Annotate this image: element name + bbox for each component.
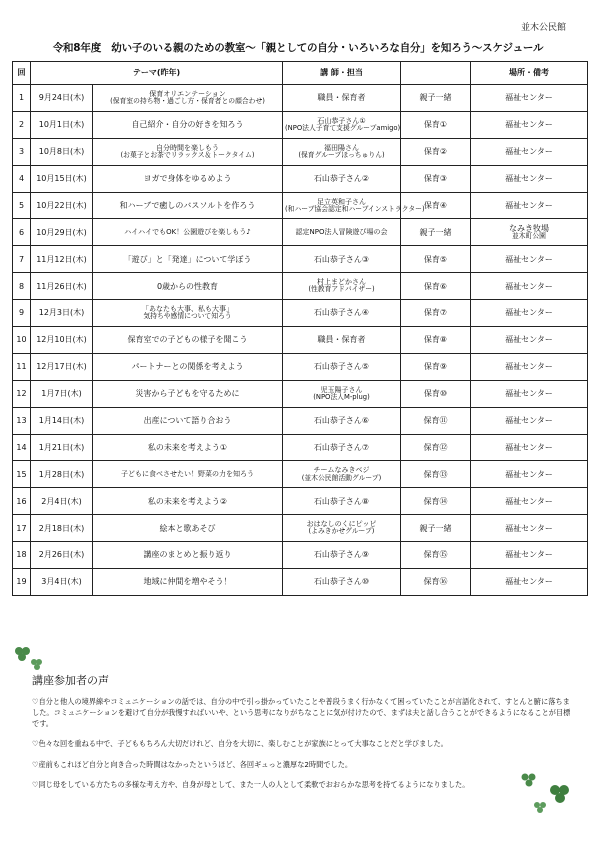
row-number-text: 12 [16,389,27,399]
row-place [471,300,588,327]
row-instructor-subtext: (保育グループほっちゅりん) [298,150,385,159]
row-theme-text: 地域に仲間を増やそう！ [143,577,232,587]
row-number [13,488,31,515]
row-theme [93,300,283,327]
row-theme-text: 子どもに食べさせたい！野菜の力を知ろう [121,470,254,479]
table-row [13,138,588,165]
row-care-text: 保育⑤ [423,254,448,264]
row-theme-text: 私の未来を考えよう① [147,442,228,452]
table-row [13,327,588,354]
row-instructor [283,380,401,407]
row-theme [93,434,283,461]
row-number-text: 13 [16,416,27,426]
row-place [471,165,588,192]
row-theme [93,380,283,407]
row-date-text: 10月22日(木) [36,200,87,210]
row-date-text: 11月12日(木) [36,254,87,264]
row-instructor-subtext: (よみきかせグループ) [308,527,375,536]
row-care-text: 親子一緒 [419,93,452,103]
row-number-text: 7 [18,254,25,264]
row-care-text: 保育⑨ [423,362,448,372]
row-instructor-text: 福田陽さん [324,143,359,152]
row-instructor-text: チームなみきベジ [313,466,370,475]
row-number-text: 4 [18,174,25,184]
row-place [471,488,588,515]
row-care-text: 保育⑩ [423,389,448,399]
row-care-text: 保育⑦ [423,308,448,318]
row-theme-text: パートナーとの関係を考えよう [131,362,244,372]
row-care-text: 親子一緒 [419,523,452,533]
row-number [13,219,31,246]
row-place [471,515,588,542]
row-care-text: 保育① [423,120,448,130]
clover-leaf-icon [30,658,44,672]
row-place [471,327,588,354]
row-instructor [283,192,425,219]
row-theme-text: 自己紹介・自分の好きを知ろう [131,120,244,130]
row-care-text: 保育⑥ [423,281,448,291]
voices-list [32,696,572,799]
row-instructor-text: 足立英和子さん [317,197,366,206]
voices-title: 講座参加者の声 [32,674,109,687]
row-place-text: 福祉センター [505,469,553,479]
row-date [31,353,93,380]
row-theme-text: 0歳からの性教育 [156,281,219,291]
row-date [31,380,93,407]
row-instructor-text: 石山恭子さん③ [313,254,370,264]
row-date-text: 10月29日(木) [36,227,87,237]
row-instructor [283,353,401,380]
row-theme-subtext: (保育室の持ち物・過ごし方・保育者との顔合わせ) [110,97,265,106]
row-number [13,300,31,327]
row-care [401,461,471,488]
row-number [13,327,31,354]
row-place [471,380,588,407]
row-date-text: 11月26日(木) [36,281,87,291]
row-instructor [283,488,401,515]
row-place-text: 福祉センター [505,308,553,318]
row-care [401,569,471,596]
row-number-text: 17 [16,523,27,533]
row-number [13,515,31,542]
row-care [401,542,471,569]
row-theme-subtext: 気持ちや感情について知ろう [143,312,232,321]
page-title: 令和8年度 幼い子のいる親のための教室～「親としての自分・いろいろな自分」を知ろう～スケジュール [52,42,544,54]
row-theme-text: 自分時間を楽しもう [156,143,219,152]
voice-item: ♡自分と他人の境界線やコミュニケーションの話では、自分の中で引っ掛かっていたことや普段うまく行かなくて困っていたことが言語化されて、すとんと腑に落ちました。コミュニケーションを避けて自分が我慢すればいいや、という思考になりがちなことに気が付けたので、まずは夫と話し合うことができるようになることが目標です。 [32,697,571,729]
row-care [401,380,471,407]
row-instructor [283,85,401,112]
voice-item: ♡色々な回を重ねる中で、子どももちろん大切だけれど、自分を大切に、楽しむことが家族にとって大事なことだと学びました。 [32,739,448,749]
row-care [401,246,471,273]
row-theme-text: 保育室での子どもの様子を聞こう [127,335,248,345]
row-care-text: 保育③ [423,174,448,184]
row-care [401,353,471,380]
row-theme-text: 出産について語り合おう [143,416,232,426]
row-place [471,353,588,380]
row-care [401,488,471,515]
row-theme-text: 講座のまとめと振り返り [143,550,232,560]
row-instructor [283,434,401,461]
row-number-text: 2 [18,120,25,130]
row-date [31,246,93,273]
row-care [401,219,471,246]
row-date-text: 3月4日(木) [41,577,82,587]
row-care [401,165,471,192]
row-place [471,246,588,273]
row-date [31,461,93,488]
row-number [13,461,31,488]
row-place-text: 福祉センター [505,120,553,130]
table-row [13,407,588,434]
row-date-text: 2月18日(木) [38,523,85,533]
row-instructor [283,327,401,354]
row-theme-text: 「遊び」と「発達」について学ぼう [123,254,252,264]
row-place [471,542,588,569]
row-theme-text: ハイハイでもOK！公園遊びを楽しもう♪ [124,228,251,237]
row-instructor-text: 職員・保育者 [317,335,366,345]
schedule-table [12,61,588,596]
row-instructor-subtext: (和ハーブ協会認定和ハーブインストラクター) [285,204,425,213]
row-date-text: 10月15日(木) [36,174,87,184]
row-number-text: 18 [16,550,27,560]
table-row [13,434,588,461]
row-care [401,434,471,461]
row-date-text: 1月28日(木) [38,469,85,479]
row-date-text: 9月24日(木) [38,93,85,103]
row-date [31,542,93,569]
row-number [13,111,31,138]
row-number-text: 9 [18,308,25,318]
row-place [471,85,588,112]
row-date [31,85,93,112]
row-date-text: 2月26日(木) [38,550,85,560]
row-date [31,111,93,138]
row-care-text: 保育⑧ [423,335,448,345]
row-number [13,380,31,407]
row-date-text: 1月21日(木) [38,442,85,452]
row-place [471,273,588,300]
row-place-text: 福祉センター [505,523,553,533]
row-care [401,273,471,300]
header-care [401,62,471,85]
row-place [471,407,588,434]
voice-item: ♡産前もこれほど自分と向き合った時間はなかったというほど、各回ギュっと濃厚な2時間でした。 [32,759,353,769]
row-instructor-text: 石山恭子さん⑦ [313,442,370,452]
row-instructor [283,515,401,542]
row-date [31,192,93,219]
clover-leaf-icon [532,800,548,816]
header-place: 場所・備考 [471,62,588,85]
row-number-text: 8 [18,281,25,291]
row-theme-text: 絵本と歌あそび [159,523,216,533]
row-theme [93,542,283,569]
row-place-subtext: 並木町公園 [512,232,546,241]
row-theme [93,353,283,380]
header-theme: テーマ(昨年) [31,62,283,85]
row-place [471,192,588,219]
row-place [471,219,588,246]
table-row [13,461,588,488]
row-date [31,488,93,515]
row-instructor [283,542,401,569]
row-number [13,138,31,165]
row-care-text: 親子一緒 [419,227,452,237]
header-instructor: 講 師・担当 [283,62,401,85]
table-row [13,488,588,515]
row-number [13,273,31,300]
row-number-text: 10 [16,335,27,345]
row-theme [93,138,283,165]
row-instructor-text: 石山恭子さん⑩ [313,577,370,587]
row-theme-text: 私の未来を考えよう② [147,496,228,506]
table-header-row [13,62,588,85]
row-place-text: 福祉センター [505,496,553,506]
row-theme [93,461,283,488]
row-place-text: 福祉センター [505,389,553,399]
row-instructor [283,138,401,165]
row-number-text: 15 [16,469,27,479]
row-place [471,111,588,138]
row-instructor [283,111,401,138]
row-theme [93,488,283,515]
row-place-text: なみき牧場 [509,223,549,233]
row-care-text: 保育④ [423,200,448,210]
row-date-text: 10月1日(木) [38,120,85,130]
row-theme [93,192,283,219]
header-no: 回 [13,62,31,85]
row-care [401,515,471,542]
row-care [401,85,471,112]
voice-item: ♡同じ母をしている方たちの多様な考え方や、自身が母として、また一人の人として柔軟でおおらかな思考を持てるようになりました。 [32,779,470,789]
row-theme [93,165,283,192]
row-care [401,407,471,434]
row-care-text: 保育⑭ [423,496,448,506]
row-number [13,246,31,273]
row-number [13,407,31,434]
row-date [31,569,93,596]
row-instructor-subtext: (並木公民館活動グループ) [301,473,382,482]
row-instructor-text: 村上まどかさん [317,278,366,287]
row-care-text: 保育⑮ [423,550,448,560]
venue-name: 並木公民館 [520,23,566,33]
row-theme [93,273,283,300]
row-date [31,434,93,461]
table-row [13,273,588,300]
row-number [13,165,31,192]
row-care-text: 保育⑯ [423,577,448,587]
table-row [13,353,588,380]
row-place [471,434,588,461]
clover-leaf-icon [520,772,538,790]
row-number-text: 1 [18,93,25,103]
row-instructor-text: 認定NPO法人冒険遊び場の会 [295,228,388,237]
row-instructor-text: 石山恭子さん⑨ [313,550,370,560]
table-row [13,246,588,273]
row-date [31,165,93,192]
table-row [13,192,588,219]
row-instructor-subtext: (NPO法人M-plug) [313,392,370,401]
row-care [401,300,471,327]
table-row [13,111,588,138]
row-instructor-subtext: (NPO法人子育て支援グループamigo) [285,123,401,132]
row-instructor-text: 石山恭子さん② [313,174,370,184]
row-date-text: 1月14日(木) [38,416,85,426]
row-care-text: 保育⑪ [423,416,448,426]
row-theme-text: 「あなたも大事、私も大事」 [142,305,233,314]
row-care [401,111,471,138]
row-number-text: 19 [16,577,27,587]
row-instructor [283,246,401,273]
row-place-text: 福祉センター [505,577,553,587]
row-theme-text: 災害から子どもを守るために [135,389,240,399]
table-row [13,515,588,542]
row-instructor-text: 石山恭子さん⑥ [313,416,370,426]
row-instructor [283,300,401,327]
row-theme [93,515,283,542]
table-row [13,569,588,596]
row-instructor-text: 石山恭子さん④ [313,308,370,318]
row-theme [93,327,283,354]
row-number [13,434,31,461]
row-date-text: 12月10日(木) [36,335,87,345]
table-row [13,219,588,246]
row-number-text: 11 [16,362,27,372]
row-theme [93,219,283,246]
table-row [13,85,588,112]
row-instructor-subtext: (性教育アドバイザー) [308,285,375,294]
row-number [13,192,31,219]
clover-leaf-icon [548,782,572,806]
row-date [31,515,93,542]
row-care [401,138,471,165]
row-date-text: 1月7日(木) [41,389,82,399]
row-instructor-text: 児玉陽子さん [320,385,363,394]
row-instructor [283,273,401,300]
row-number-text: 3 [18,147,25,157]
row-instructor-text: 石山恭子さん⑧ [313,496,370,506]
row-instructor [283,461,401,488]
row-place-text: 福祉センター [505,442,553,452]
row-instructor [283,165,401,192]
row-instructor [283,407,401,434]
row-care-text: 保育⑬ [423,469,448,479]
row-number [13,542,31,569]
row-place-text: 福祉センター [505,93,553,103]
row-place-text: 福祉センター [505,550,553,560]
row-date [31,300,93,327]
row-date-text: 2月4日(木) [41,496,82,506]
row-date [31,327,93,354]
row-instructor-text: 石山恭子さん⑤ [313,362,370,372]
row-instructor [283,569,401,596]
row-date-text: 12月3日(木) [38,308,85,318]
row-theme [93,246,283,273]
row-place-text: 福祉センター [505,335,553,345]
row-number [13,569,31,596]
row-place-text: 福祉センター [505,147,553,157]
row-theme-text: 和ハーブで癒しのバスソルトを作ろう [119,200,256,210]
row-place [471,138,588,165]
row-place-text: 福祉センター [505,362,553,372]
row-number-text: 14 [16,442,27,452]
row-date [31,407,93,434]
row-theme [93,85,283,112]
row-date [31,138,93,165]
row-date-text: 12月17日(木) [36,362,87,372]
row-number-text: 16 [16,496,27,506]
row-theme-subtext: (お菓子とお茶でリラックス＆トークタイム) [120,150,255,159]
row-theme [93,407,283,434]
table-row [13,380,588,407]
row-care-text: 保育⑫ [423,442,448,452]
row-theme-text: 保育オリエンテーション [149,90,226,99]
row-instructor-text: 石山恭子さん① [317,116,366,125]
row-date-text: 10月8日(木) [38,147,85,157]
row-place-text: 福祉センター [505,200,553,210]
row-care [401,327,471,354]
row-theme [93,569,283,596]
row-theme [93,111,283,138]
table-row [13,165,588,192]
row-care-text: 保育② [423,147,448,157]
row-theme-text: ヨガで身体をゆるめよう [143,174,232,184]
row-date [31,273,93,300]
row-place-text: 福祉センター [505,416,553,426]
row-place-text: 福祉センター [505,254,553,264]
row-place-text: 福祉センター [505,174,553,184]
row-number [13,85,31,112]
row-place-text: 福祉センター [505,281,553,291]
table-row [13,300,588,327]
row-number [13,353,31,380]
row-instructor [283,219,401,246]
row-number-text: 5 [18,200,25,210]
row-instructor-text: 職員・保育者 [317,93,366,103]
table-row [13,542,588,569]
row-date [31,219,93,246]
row-place [471,569,588,596]
row-number-text: 6 [18,227,25,237]
row-place [471,461,588,488]
row-instructor-text: おはなしのくにピッピ [306,520,377,529]
